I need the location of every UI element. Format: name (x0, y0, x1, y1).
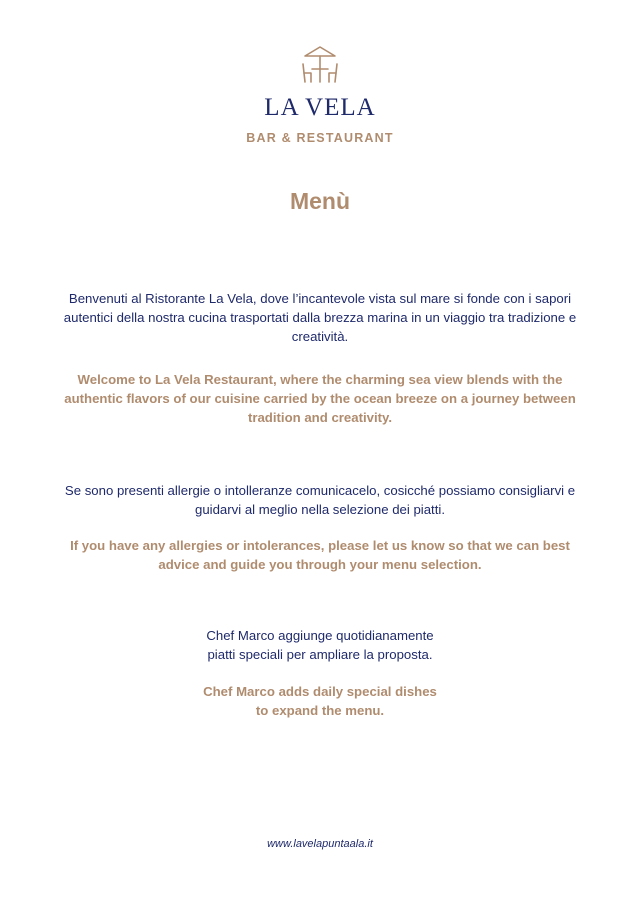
welcome-text-english: Welcome to La Vela Restaurant, where the charming sea view blends with the authentic flavors of our cuisine carried by the ocean breeze on a journey between tradition and creativity. (64, 372, 576, 425)
allergies-text-english: If you have any allergies or intolerances, please let us know so that we can best advice and guide you through your menu selection. (70, 538, 570, 572)
logo (0, 42, 640, 91)
welcome-text-italian: Benvenuti al Ristorante La Vela, dove l’incantevole vista sul mare si fonde con i sapori autentici della nostra cucina trasportati dalla brezza marina in un viaggio tra tradizione e creatività. (63, 291, 577, 344)
chef-note-italian (60, 626, 580, 664)
chef-note-english-line1: Chef Marco adds daily special dishes (203, 684, 437, 699)
chef-note-english (60, 682, 580, 720)
brand-name: LA VELA (264, 94, 376, 121)
brand-subtitle: BAR & RESTAURANT (246, 131, 394, 145)
chef-note-english-line2: to expand the menu. (255, 703, 385, 718)
page-title: Menù (289, 188, 351, 214)
allergies-text-italian: Se sono presenti allergie o intolleranze comunicacelo, cosicché possiamo consigliarvi e guidarvi al meglio nella selezione dei piatti. (64, 483, 576, 517)
beach-umbrella-table-icon (300, 42, 340, 86)
chef-note-italian-line1: Chef Marco aggiunge quotidianamente (206, 628, 434, 643)
chef-note-italian-line2: piatti speciali per ampliare la proposta. (207, 647, 433, 662)
website-link[interactable]: www.lavelapuntaala.it (267, 838, 373, 850)
